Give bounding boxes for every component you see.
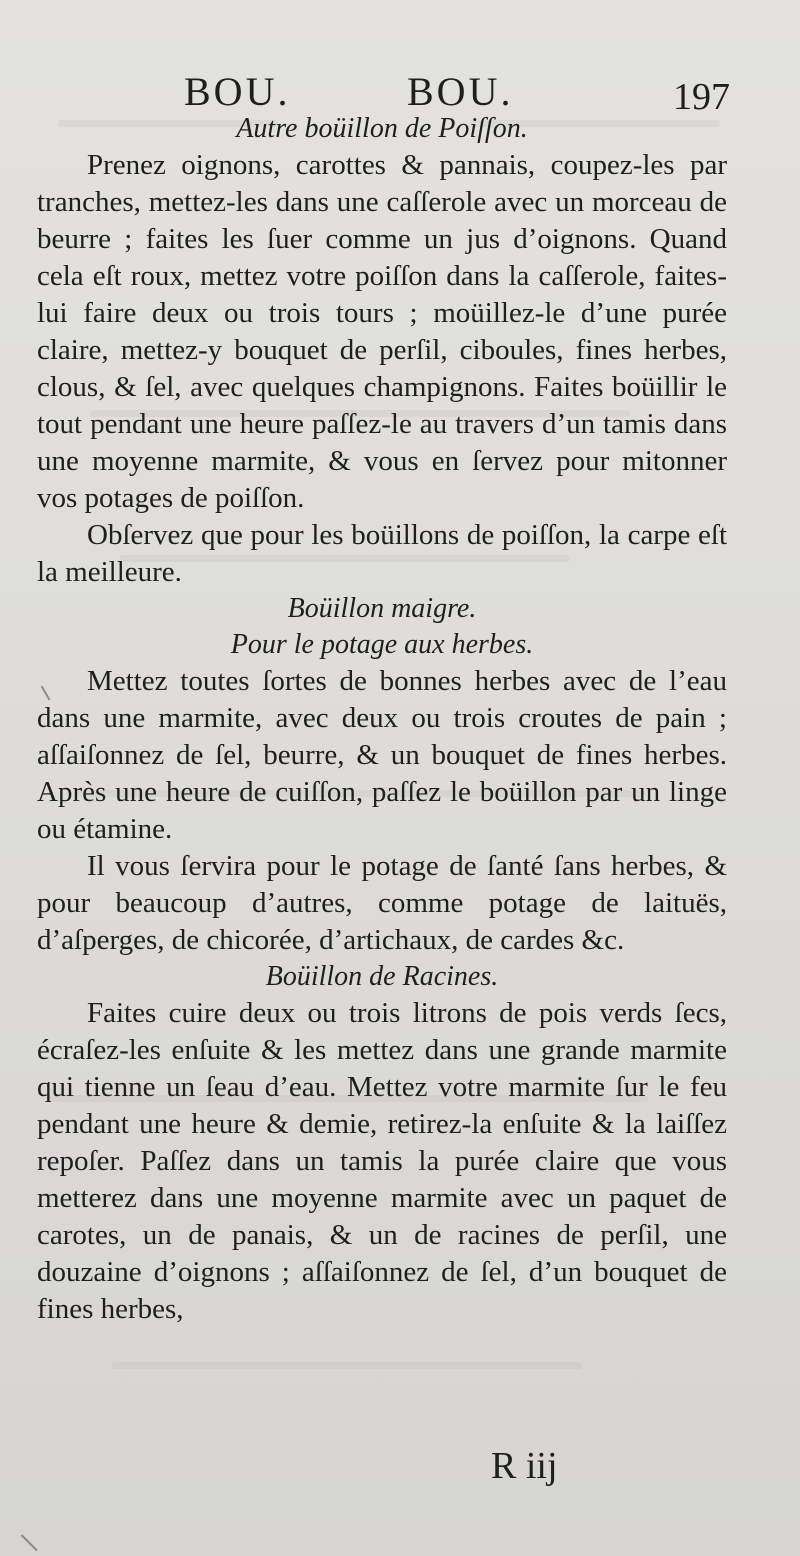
- section-subtitle-herb-soup: Pour le potage aux herbes.: [230, 629, 534, 660]
- paragraph-lean-broth-method: Mettez toutes ſortes de bonnes herbes avec de l’eau dans une marmite, avec deux ou trois croutes de pain ; aſſaiſonnez de ſel, beurre, & un bouquet de fines herbes. Après une heure de cuiſſon, paſſez le boüillon par un linge ou étamine.: [37, 665, 727, 845]
- paragraph-root-broth-method: Faites cuire deux ou trois litrons de pois verds ſecs, écraſez-les enſuite & les mettez dans une grande marmite qui tienne un ſeau d’eau. Mettez votre marmite ſur le feu pendant une heure & demie, retirez-la enſuite & la laiſſez repoſer. Paſſez dans un tamis la purée claire que vous metterez dans une moyenne marmite avec un paquet de carotes, un de panais, & un de racines de perſil, une douzaine d’oignons ; aſſaiſonnez de ſel, d’un bouquet de fines herbes,: [37, 997, 727, 1325]
- section-title-lean-broth: Boüillon maigre.: [287, 593, 477, 624]
- signature-mark: R iij: [491, 1445, 558, 1487]
- page-number: 197: [673, 76, 730, 118]
- corner-mark: [21, 1519, 54, 1552]
- running-head-left: BOU.: [184, 69, 291, 114]
- running-head-center: BOU.: [407, 69, 514, 114]
- paragraph-fish-broth-method: Prenez oignons, carottes & pannais, coupez-les par tranches, mettez-les dans une caſſerole avec un morceau de beurre ; faites les ſuer comme un jus d’oignons. Quand cela eſt roux, mettez votre poiſſon dans la caſſerole, faites-lui faire deux ou trois tours ; moüillez-le d’une purée claire, mettez-y bouquet de perſil, ciboules, fines herbes, clous, & ſel, avec quelques champignons. Faites boüillir le tout pendant une heure paſſez-le au travers d’un tamis dans une moyenne marmite, & vous en ſervez pour mitonner vos potages de poiſſon.: [37, 149, 727, 514]
- paragraph-fish-broth-note: Obſervez que pour les boüillons de poiſſon, la carpe eſt la meilleure.: [37, 519, 727, 588]
- paragraph-lean-broth-use: Il vous ſervira pour le potage de ſanté ſans herbes, & pour beaucoup d’autres, comme potage de laituës, d’aſperges, de chicorée, d’artichaux, de cardes &c.: [37, 850, 727, 956]
- page-body: [37, 111, 727, 1328]
- section-title-fish-broth: Autre boüillon de Poiſſon.: [236, 113, 528, 144]
- section-title-root-broth: Boüillon de Racines.: [265, 961, 499, 992]
